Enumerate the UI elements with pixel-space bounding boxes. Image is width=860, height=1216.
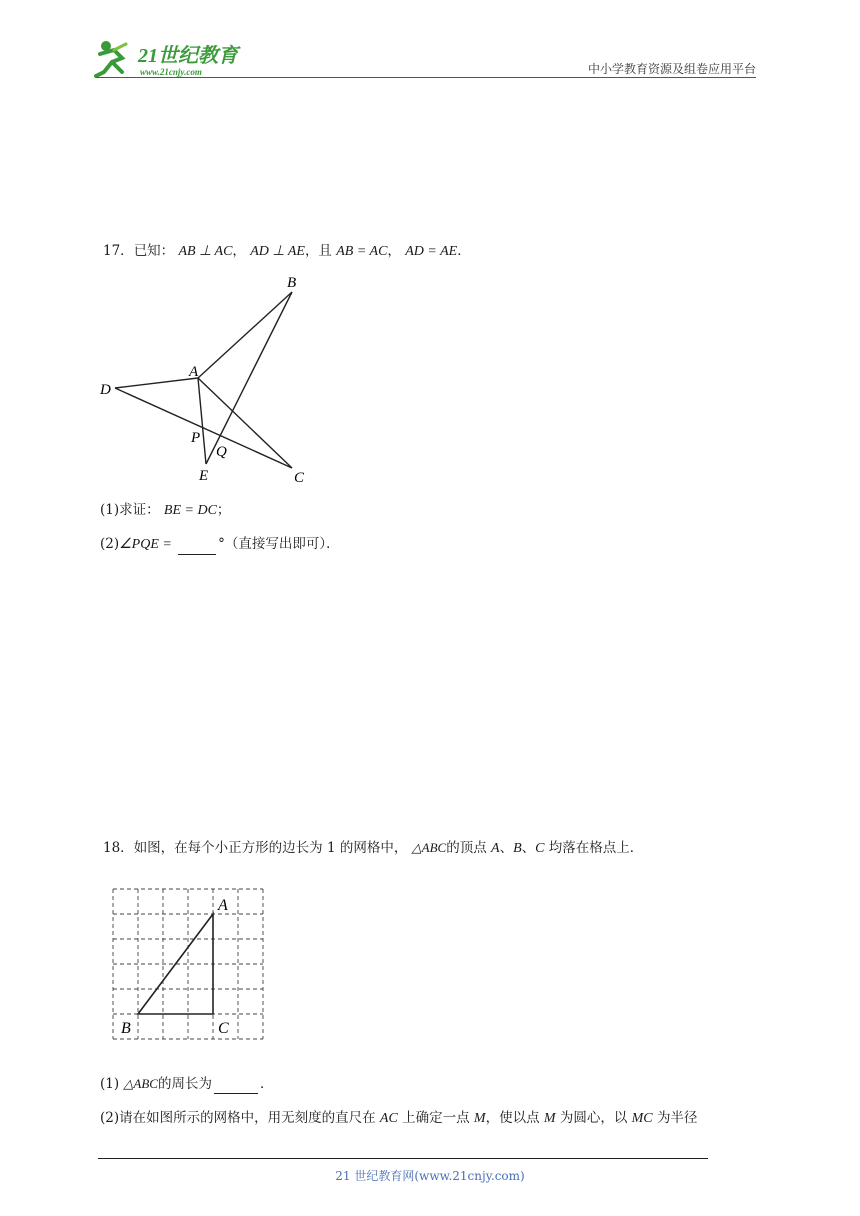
q18-intro: 如图，在每个小正方形的边长为 1 的网格中， — [133, 840, 408, 856]
q17-number: 17． — [103, 243, 134, 259]
q18-answer-blank[interactable] — [214, 1079, 258, 1094]
site-logo — [92, 36, 262, 80]
segment-AD — [115, 378, 198, 388]
logo-url: www.21cnjy.com — [140, 67, 202, 77]
q18-number: 18． — [103, 840, 134, 856]
label-A: A — [218, 897, 228, 914]
q17-sep: ，且 — [304, 243, 332, 259]
q17-part2-suffix: °（直接写出即可）． — [218, 536, 340, 552]
q17-intro: 已知： — [133, 243, 175, 259]
footer-divider — [98, 1158, 708, 1159]
q17-part1 — [100, 500, 230, 521]
q18-part1-end: ． — [259, 1076, 274, 1092]
q18-part1-text: 的周长为 — [157, 1076, 212, 1092]
label-C: C — [218, 1020, 229, 1037]
logo-runner-icon — [92, 36, 262, 80]
q18-grid-figure — [105, 880, 275, 1050]
q18-part2-text: 为半径 — [656, 1110, 698, 1126]
segment-AB — [198, 292, 292, 378]
q18-part2-text: (2)请在如图所示的网格中，用无刻度的直尺在 — [100, 1110, 376, 1126]
logo-text: 21世纪教育 — [138, 45, 238, 67]
q17-stem — [103, 241, 471, 262]
q18-part1-prefix: (1) — [100, 1076, 120, 1092]
q17-part1-math: BE = DC — [163, 503, 217, 518]
q18-vertex-b: B — [513, 841, 522, 856]
q17-cond1: AB ⊥ AC — [178, 244, 233, 259]
platform-title: 中小学教育资源及组卷应用平台 — [587, 62, 756, 76]
q17-end: ． — [457, 243, 471, 259]
q18-text: 的顶点 — [446, 840, 487, 856]
q17-figure — [95, 270, 325, 490]
q17-part2 — [100, 534, 340, 555]
q18-part2-mc: MC — [631, 1111, 653, 1126]
label-Q: Q — [216, 444, 227, 460]
segment-AC — [198, 378, 292, 468]
q17-answer-blank[interactable] — [178, 540, 216, 555]
q17-part1-prefix: (1)求证： — [100, 502, 160, 518]
q18-part1-triangle: △ABC — [123, 1076, 158, 1091]
q17-sep: ， — [387, 243, 401, 259]
label-A: A — [189, 364, 199, 380]
q17-sep: ， — [232, 243, 246, 259]
q18-sep: 、 — [499, 840, 514, 856]
q18-part2 — [100, 1108, 697, 1129]
q18-part2-text: 为圆心，以 — [559, 1110, 628, 1126]
q18-text: 均落在格点上． — [548, 840, 644, 856]
label-D: D — [100, 382, 111, 398]
q17-cond4: AD = AE — [405, 244, 458, 259]
q17-part2-prefix: (2) — [100, 536, 120, 552]
q18-part2-m: M — [543, 1111, 556, 1126]
q18-grid — [113, 889, 263, 1039]
q18-stem — [103, 838, 643, 859]
q17-cond2: AD ⊥ AE — [250, 244, 305, 259]
label-B: B — [287, 275, 297, 291]
q18-triangle: △ABC — [411, 840, 447, 855]
label-C: C — [294, 470, 305, 486]
q18-vertex-a: A — [491, 841, 500, 856]
segment-DC — [115, 388, 292, 468]
q18-part1 — [100, 1074, 273, 1094]
label-E: E — [199, 468, 209, 484]
q17-cond3: AB = AC — [336, 244, 388, 259]
q17-part1-end: ； — [216, 502, 231, 518]
q17-lines — [115, 292, 292, 468]
q18-sep: 、 — [521, 840, 536, 856]
q18-part2-m: M — [473, 1111, 486, 1126]
q18-part2-text: 上确定一点 — [402, 1110, 470, 1126]
segment-BE — [206, 292, 292, 464]
q17-part2-math: ∠PQE = — [119, 537, 172, 552]
q18-vertex-c: C — [535, 841, 545, 856]
header-divider — [96, 77, 756, 78]
label-B: B — [121, 1020, 131, 1037]
q18-part2-ac: AC — [379, 1111, 398, 1126]
segment-AE — [198, 378, 206, 464]
label-P: P — [191, 430, 201, 446]
footer-link[interactable]: 21 世纪教育网(www.21cnjy.com) — [335, 1169, 525, 1183]
q18-part2-text: ，使以点 — [485, 1110, 540, 1126]
